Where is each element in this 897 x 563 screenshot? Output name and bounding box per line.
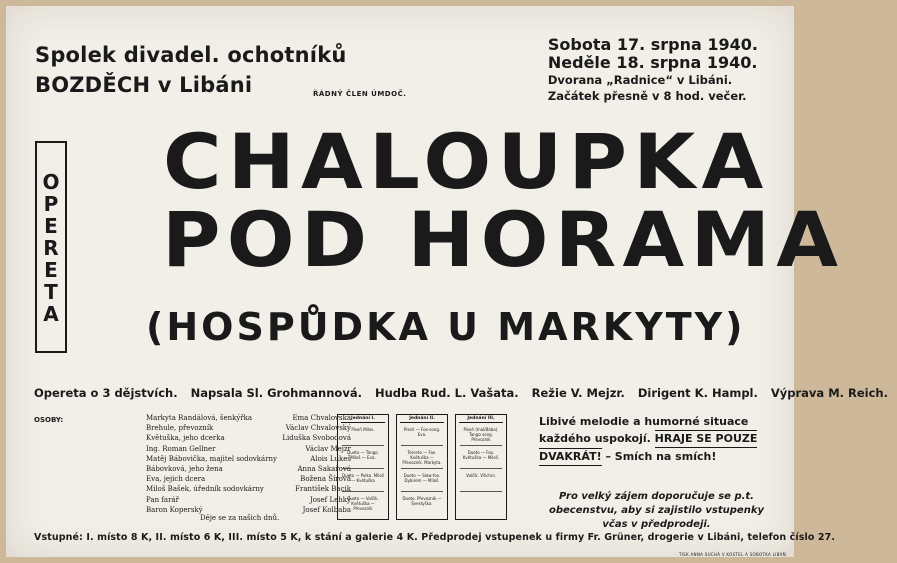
- cast-actor: Božena Šírová: [300, 475, 351, 484]
- cast-role: Ing. Roman Gellner: [146, 444, 216, 453]
- genre-vertical-text: OPERETA: [39, 170, 63, 324]
- credit-design: Výprava M. Reich.: [770, 386, 888, 400]
- cast-actor: Josef Kolbaba: [302, 505, 351, 514]
- credit-music: Hudba Rud. L. Vašata.: [374, 386, 519, 400]
- act-number: Dueto — Slow-fox. Dybirem — Miloš.: [401, 469, 443, 492]
- performance-info: [548, 36, 758, 104]
- cast-actor: Liduška Svobodová: [282, 434, 351, 443]
- genre-box: [35, 141, 67, 353]
- credits-line: [34, 386, 897, 400]
- cast-actor: Anna Sakařová: [297, 464, 351, 473]
- promo-line-2: [539, 430, 771, 448]
- cast-row: [146, 454, 351, 464]
- cast-actor: Václav Mejzr: [305, 444, 351, 453]
- act-number: Píseň (Inal/Bába). Tango song. Převozník: [460, 423, 502, 446]
- subtitle: (HOSPŮDKA U MARKYTY): [146, 305, 746, 349]
- date-sunday: Neděle 18. srpna 1940.: [547, 53, 758, 72]
- poster: [6, 6, 888, 557]
- act-number: Valčík. Všichni.: [460, 469, 502, 492]
- cast-actor: Alois Lukeš: [310, 454, 351, 463]
- title-line-2: POD HORAMA: [162, 195, 845, 284]
- cast-label: OSOBY:: [34, 416, 64, 424]
- cast-row: [146, 444, 351, 454]
- cast-actor: Josef Lehký: [309, 495, 351, 504]
- promo-line-1: Libivé melodie a humorné situace: [539, 415, 749, 428]
- act-number: Dueto — Fox. Květuška — Miloš.: [460, 446, 502, 469]
- cast-row: [146, 484, 351, 494]
- act-heading: Jednání I.: [341, 415, 385, 423]
- cast-row: [146, 495, 351, 505]
- act-number: [460, 492, 502, 514]
- cast-role: Bábovková, jeho žena: [146, 464, 223, 473]
- cast-row: [146, 413, 351, 423]
- promo-line-2a: každého uspokojí.: [539, 432, 651, 445]
- organization-name: Spolek divadel. ochotníků: [35, 43, 347, 67]
- act-number: Dueto — Polka. Miloš — Květuška: [342, 469, 384, 492]
- date-saturday: Sobota 17. srpna 1940.: [547, 35, 758, 54]
- cast-actor: František Bacik: [295, 485, 351, 494]
- act-number: Dueto — Tango. Miloš — Eva.: [342, 446, 384, 469]
- cast-role: Matěj Bábovička, majitel sodovkárny: [146, 454, 278, 463]
- cast-role: Baron Koperský: [146, 505, 203, 514]
- cast-row: [146, 474, 351, 484]
- organization-location: BOZDĚCH v Libáni: [35, 73, 253, 97]
- act-number: Terceto — Fox. Květuška — Převozník. Markyta.: [401, 446, 443, 469]
- presale-notice: Pro velký zájem doporučuje se p.t. obecenstvu, aby si zajistilo vstupenky včas v předprodeji.: [548, 491, 765, 530]
- act-box-3: [455, 414, 507, 520]
- credit-conductor: Dirigent K. Hampl.: [637, 386, 758, 400]
- credit-acts: Opereta o 3 dějstvích.: [34, 386, 178, 400]
- promo-line-3: [539, 448, 771, 466]
- promo-laughter: – Smích na smích!: [605, 450, 717, 463]
- promo-only-twice: HRAJE SE POUZE: [655, 430, 758, 448]
- credit-director: Režie V. Mejzr.: [531, 386, 625, 400]
- cast-role: Miloš Bašek, úředník sodovkárny: [146, 485, 264, 494]
- cast-row: [146, 423, 351, 433]
- credit-author: Napsala Sl. Grohmannová.: [190, 386, 362, 400]
- act-number: Píseň Milos.: [342, 423, 384, 446]
- title-line-1: CHALOUPKA: [163, 117, 770, 206]
- act-box-2: [396, 414, 448, 520]
- act-heading: Jednání III.: [459, 415, 503, 423]
- act-heading: Jednání II.: [400, 415, 444, 423]
- venue: Dvorana „Radnice“ v Libáni.: [547, 73, 733, 87]
- act-number: Dueto. Převozník — Švestyška.: [402, 496, 442, 506]
- admission-prices: Vstupné: I. místo 8 K, II. místo 6 K, III. místo 5 K, k stání a galerie 4 K. Předprodej vstupenek u firmy Fr. Grüner, drogerie v Libáni, telefon číslo 27.: [34, 532, 836, 543]
- cast-row: [146, 464, 351, 474]
- act-number: Píseň — Fox-song. Eva.: [401, 423, 443, 446]
- promo-block: [539, 414, 771, 466]
- cast-actor: Ema Chvalovská: [292, 414, 351, 422]
- act-number: Dueto — Valčík. Květuška — Převozník: [347, 496, 379, 511]
- cast-role: Pan farář: [146, 495, 179, 504]
- cast-list: [146, 413, 351, 515]
- act-box-1: [337, 414, 389, 520]
- cast-role: Květuška, jeho dcerka: [146, 434, 225, 443]
- cast-row: [146, 433, 351, 443]
- membership-note: ŘÁDNÝ ČLEN ÚMDOČ.: [313, 90, 407, 98]
- promo-twice: DVAKRÁT!: [539, 448, 602, 466]
- cast-role: Markyta Randálová, šenkýřka: [146, 414, 253, 422]
- cast-role: Eva, jejich dcera: [146, 475, 206, 484]
- cast-role: Brehule, převozník: [146, 424, 214, 433]
- cast-actor: Václav Chvalovský: [285, 424, 351, 433]
- printer-credit: TISK ANNA SUCHÁ V KOSTEL A SOBOTKA LIBÁŇ: [678, 552, 786, 557]
- start-time: Začátek přesně v 8 hod. večer.: [547, 89, 747, 103]
- setting-note: Děje se za našich dnů.: [200, 514, 280, 522]
